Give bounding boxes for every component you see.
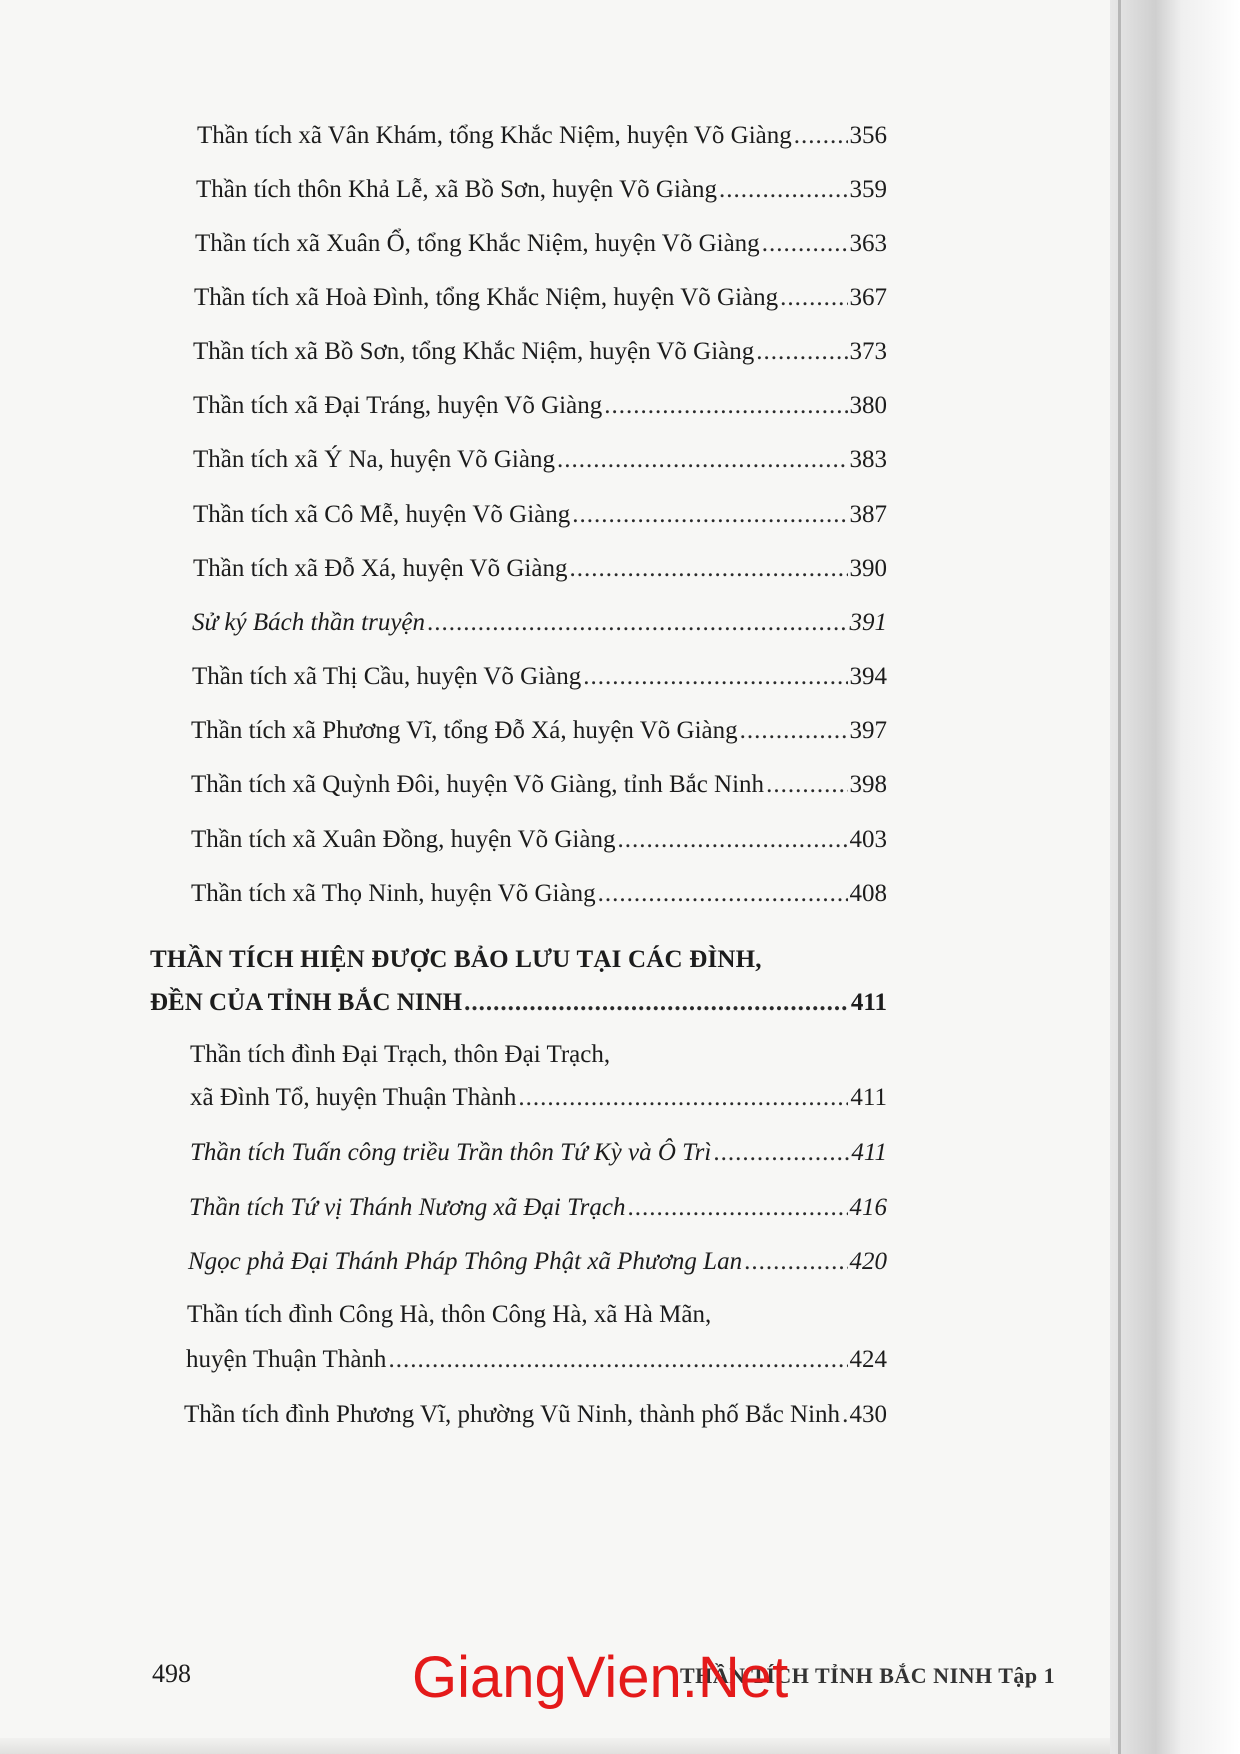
toc-entry-title: Thần tích xã Vân Khám, tổng Khắc Niệm, huyện Võ Giàng <box>197 122 792 149</box>
watermark: GiangVien.Net <box>412 1645 789 1710</box>
toc-entry-page: 380 <box>849 392 887 419</box>
toc-entry <box>195 228 887 260</box>
page-number: 498 <box>152 1659 191 1688</box>
toc-entry <box>184 1399 887 1431</box>
dot-leader <box>842 1399 847 1431</box>
toc-entry-title-line2: huyện Thuận Thành <box>186 1346 387 1373</box>
toc-entry-title: Thần tích xã Phương Vĩ, tổng Đỗ Xá, huyện Võ Giàng <box>191 717 738 744</box>
toc-entry-page: 356 <box>849 122 887 149</box>
toc-entry <box>188 1246 887 1278</box>
dot-leader <box>762 228 848 260</box>
toc-entry-title: Thần tích xã Hoà Đình, tổng Khắc Niệm, huyện Võ Giàng <box>194 284 779 311</box>
toc-entry-title: Thần tích đình Phương Vĩ, phường Vũ Ninh, thành phố Bắc Ninh <box>184 1401 841 1428</box>
toc-entry-page: 403 <box>849 826 887 853</box>
dot-leader <box>604 390 847 422</box>
toc-entry-title: Ngọc phả Đại Thánh Pháp Thông Phật xã Phương Lan <box>188 1248 743 1275</box>
section-heading-line1: THẦN TÍCH HIỆN ĐƯỢC BẢO LƯU TẠI CÁC ĐÌNH, <box>150 946 762 973</box>
dot-leader <box>744 1246 847 1278</box>
toc-entry-title: Thần tích xã Bồ Sơn, tổng Khắc Niệm, huyện Võ Giàng <box>193 338 755 365</box>
toc-entry-title: Thần tích Tứ vị Thánh Nương xã Đại Trạch <box>189 1194 626 1221</box>
toc-entry-title-line2: xã Đình Tổ, huyện Thuận Thành <box>190 1084 517 1111</box>
toc-entry-title: Thần tích xã Thọ Ninh, huyện Võ Giàng <box>191 880 596 907</box>
toc-entry-title: Thần tích xã Ý Na, huyện Võ Giàng <box>193 446 555 473</box>
dot-leader <box>557 444 848 476</box>
toc-entry-page: 416 <box>849 1194 887 1221</box>
toc-entry <box>192 661 887 693</box>
toc-entry-title-line1: Thần tích đình Đại Trạch, thôn Đại Trạch, <box>190 1041 611 1068</box>
toc-entry <box>189 1192 887 1224</box>
page-bottom-edge <box>0 1738 1110 1754</box>
toc-entry-title-line1: Thần tích đình Công Hà, thôn Công Hà, xã Hà Mãn, <box>187 1301 712 1328</box>
toc-entry <box>186 1344 887 1376</box>
toc-entry-title: Thần tích xã Đại Tráng, huyện Võ Giàng <box>193 392 603 419</box>
toc-entry-page: 367 <box>849 284 887 311</box>
toc-entry-title: Sử ký Bách thần truyện <box>192 609 426 636</box>
toc-entry-page: 363 <box>849 230 887 257</box>
toc-entry-page: 359 <box>849 176 887 203</box>
toc-entry <box>193 336 887 368</box>
dot-leader <box>464 987 849 1019</box>
toc-entry-page: 398 <box>849 771 887 798</box>
page-edge-line <box>1118 0 1121 1754</box>
toc-entry <box>197 120 887 152</box>
toc-entry-title: Thần tích thôn Khả Lễ, xã Bồ Sơn, huyện Võ Giàng <box>196 176 718 203</box>
toc-entry-title: Thần tích xã Xuân Ổ, tổng Khắc Niệm, huyện Võ Giàng <box>195 230 760 257</box>
toc-entry-title: Thần tích Tuấn công triều Trần thôn Tứ Kỳ và Ô Trì <box>190 1139 712 1166</box>
toc-entry <box>196 174 887 206</box>
dot-leader <box>427 607 847 639</box>
dot-leader <box>766 769 847 801</box>
toc-entry-page: 430 <box>849 1401 887 1428</box>
toc-entry <box>193 499 887 531</box>
toc-entry-page: 383 <box>849 446 887 473</box>
toc-entry <box>191 769 887 801</box>
section-heading-line2: ĐỀN CỦA TỈNH BẮC NINH <box>150 989 463 1016</box>
toc-entry-page: 391 <box>849 609 887 636</box>
toc-entry-title: Thần tích xã Đỗ Xá, huyện Võ Giàng <box>193 555 568 582</box>
toc-entry-title: Thần tích xã Thị Cầu, huyện Võ Giàng <box>192 663 582 690</box>
dot-leader <box>719 174 847 206</box>
dot-leader <box>598 878 848 910</box>
dot-leader <box>583 661 847 693</box>
toc-entry <box>191 715 887 747</box>
toc-entry-page: 420 <box>849 1248 887 1275</box>
toc-entry <box>194 282 887 314</box>
dot-leader <box>627 1192 847 1224</box>
running-title: THẦN TÍCH TỈNH BẮC NINH Tập 1 <box>680 1663 1056 1688</box>
toc-entry-page: 397 <box>849 717 887 744</box>
scan-page-edge <box>1110 0 1240 1754</box>
dot-leader <box>388 1344 847 1376</box>
dot-leader <box>572 499 847 531</box>
toc-entry-page: 408 <box>849 880 887 907</box>
toc-entry-page: 411 <box>851 1139 887 1166</box>
toc-entry-page: 390 <box>849 555 887 582</box>
dot-leader <box>713 1137 849 1169</box>
toc-entry <box>191 824 887 856</box>
toc-entry-page: 387 <box>849 501 887 528</box>
toc-entry-title: Thần tích xã Cô Mễ, huyện Võ Giàng <box>193 501 571 528</box>
toc-entry <box>190 1137 887 1169</box>
toc-entry <box>193 390 887 422</box>
toc-entry <box>192 607 887 639</box>
dot-leader <box>756 336 847 368</box>
toc-entry-title: Thần tích xã Xuân Đồng, huyện Võ Giàng <box>191 826 616 853</box>
dot-leader <box>569 553 847 585</box>
toc-entry <box>193 444 887 476</box>
section-page: 411 <box>850 989 887 1016</box>
toc-entry-page: 411 <box>850 1084 887 1111</box>
dot-leader <box>780 282 847 314</box>
toc-entry-title: Thần tích xã Quỳnh Đôi, huyện Võ Giàng, tỉnh Bắc Ninh <box>191 771 765 798</box>
toc-entry <box>193 553 887 585</box>
toc-entry <box>191 878 887 910</box>
dot-leader <box>794 120 848 152</box>
dot-leader <box>617 824 847 856</box>
dot-leader <box>740 715 848 747</box>
dot-leader <box>518 1082 848 1114</box>
toc-entry <box>190 1082 887 1114</box>
toc-entry-page: 373 <box>849 338 887 365</box>
toc-entry-page: 394 <box>849 663 887 690</box>
section-heading-entry <box>150 987 887 1019</box>
toc-entry-page: 424 <box>849 1346 887 1373</box>
